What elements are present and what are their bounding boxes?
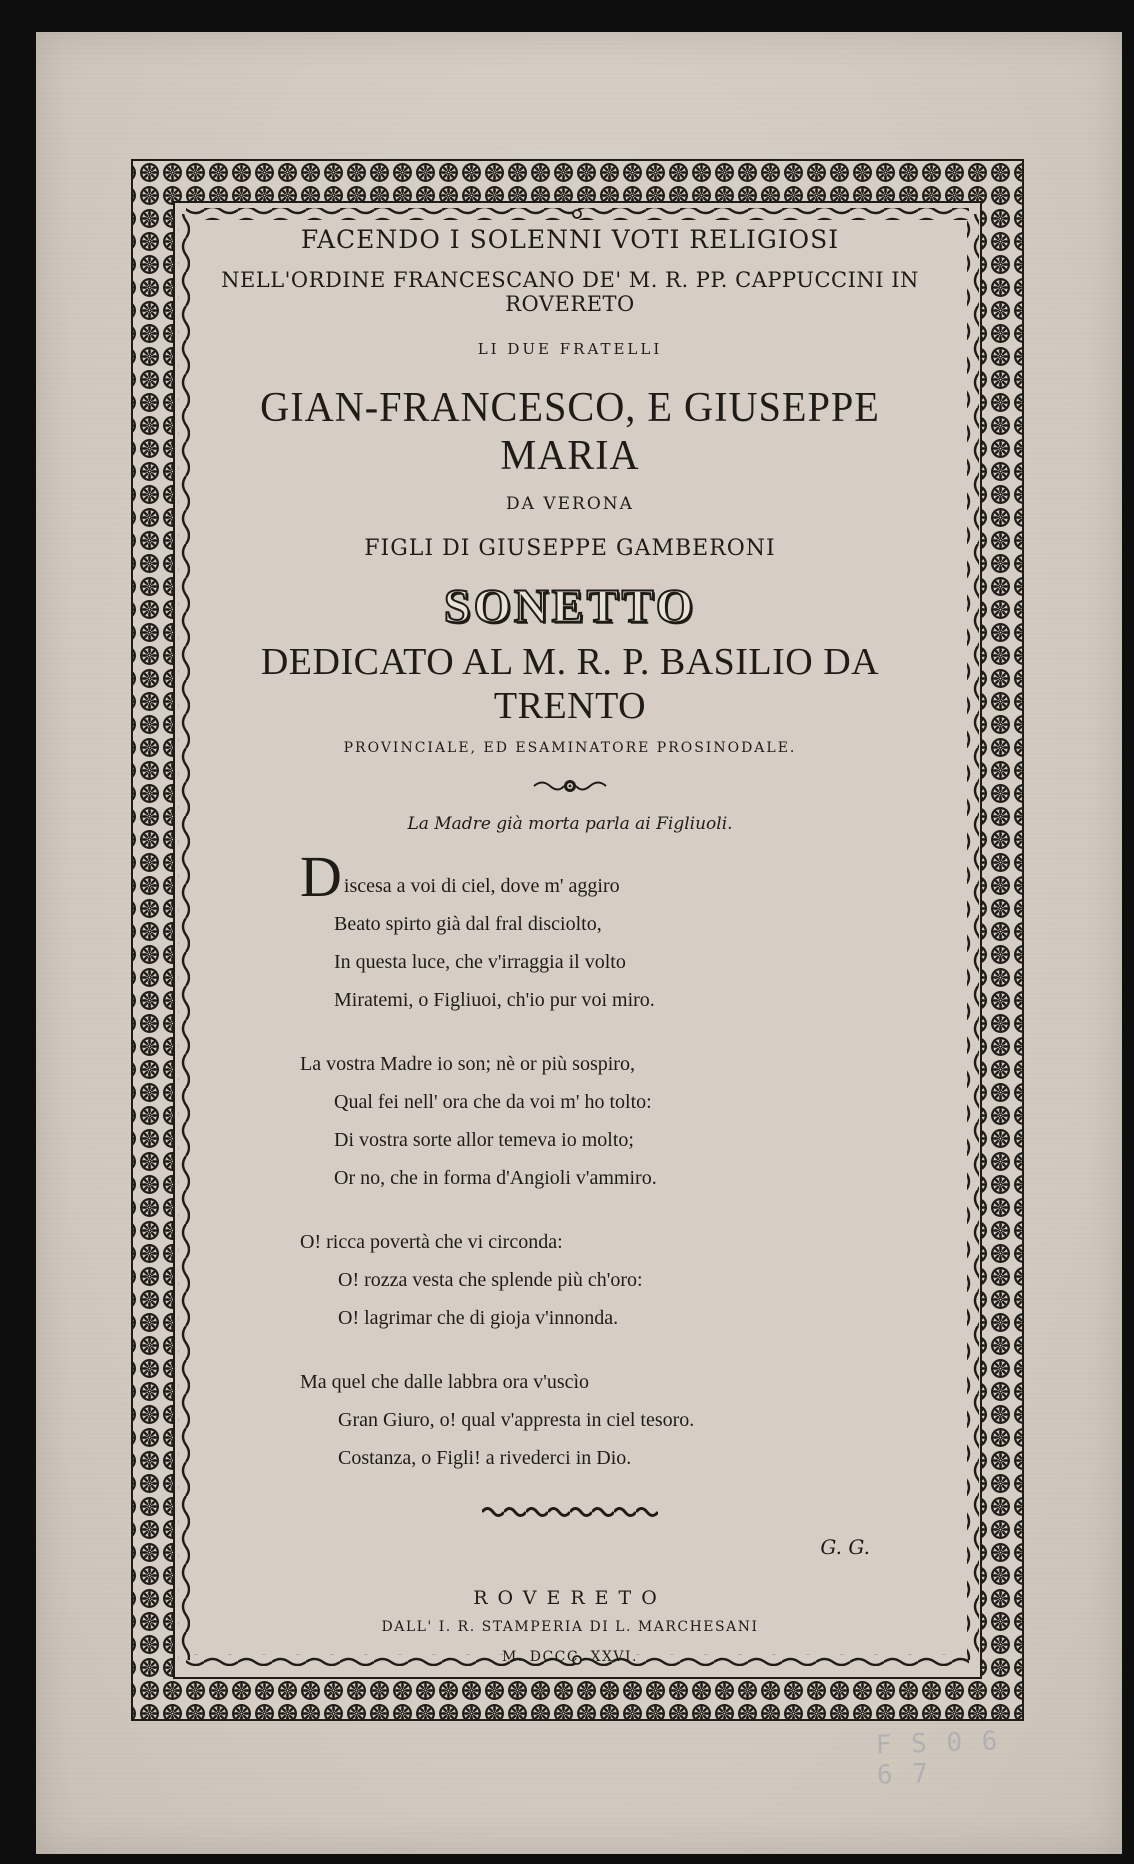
poem-line: Beato spirto già dal fral disciolto, (334, 913, 602, 935)
imprint-press: DALL' I. R. STAMPERIA DI L. MARCHESANI (381, 1619, 759, 1635)
imprint-year: M. DCCC. XXVI. (501, 1649, 639, 1665)
stanza-2 (300, 1045, 950, 1197)
poem-line: Discesa a voi di ciel, dove m' aggiro (300, 844, 620, 909)
stanza-1 (300, 844, 950, 1019)
poem-line: Di vostra sorte allor temeva io molto; (334, 1129, 634, 1151)
poem-line: Miratemi, o Figliuoi, ch'io pur voi miro. (334, 989, 655, 1011)
dedicatee-titles: PROVINCIALE, ED ESAMINATORE PROSINODALE. (343, 740, 797, 756)
heading-order: NELL'ORDINE FRANCESCANO DE' M. R. PP. CAPPUCCINI IN ROVERETO (221, 268, 919, 316)
drop-capital: D (300, 844, 342, 909)
broadside-text (190, 225, 950, 1665)
author-initials: G. G. (820, 1535, 870, 1559)
poem-invocation: La Madre già morta parla ai Figliuoli. (407, 814, 733, 834)
heading-brothers: LI DUE FRATELLI (477, 340, 663, 358)
poem-line: Or no, che in forma d'Angioli v'ammiro. (334, 1167, 657, 1189)
poem-line: O! rozza vesta che splende più ch'oro: (338, 1269, 643, 1291)
heading-vows: FACENDO I SOLENNI VOTI RELIGIOSI (300, 225, 840, 254)
poem-line: O! lagrimar che di gioja v'innonda. (338, 1307, 619, 1329)
genre-title: SONETTO (443, 580, 697, 633)
fleuron-ornament (530, 776, 610, 796)
poem-line: Costanza, o Figli! a rivederci in Dio. (338, 1447, 632, 1469)
imprint-city: ROVERETO (473, 1587, 667, 1609)
poem-line: La vostra Madre io son; nè or più sospiro, (300, 1053, 635, 1075)
heading-parent: FIGLI DI GIUSEPPE GAMBERONI (364, 536, 776, 561)
squiggle-rule (482, 1505, 658, 1521)
poem-line: In questa luce, che v'irraggia il volto (334, 951, 626, 973)
poem-line: Qual fei nell' ora che da voi m' ho tolto: (334, 1091, 652, 1113)
sonnet-body (300, 844, 950, 1477)
poem-line: Ma quel che dalle labbra ora v'uscìo (300, 1371, 590, 1393)
archive-stamp: F S 0 6 6 7 (875, 1726, 1000, 1791)
poem-line: Gran Giuro, o! qual v'appresta in ciel tesoro. (338, 1409, 695, 1431)
heading-names: GIAN-FRANCESCO, E GIUSEPPE MARIA (260, 385, 880, 479)
dedication-line: DEDICATO AL M. R. P. BASILIO DA TRENTO (260, 641, 880, 727)
poem-line: O! ricca povertà che vi circonda: (300, 1231, 563, 1253)
stanza-4 (300, 1363, 950, 1477)
stanza-3 (300, 1223, 950, 1337)
heading-origin: DA VERONA (506, 494, 634, 514)
